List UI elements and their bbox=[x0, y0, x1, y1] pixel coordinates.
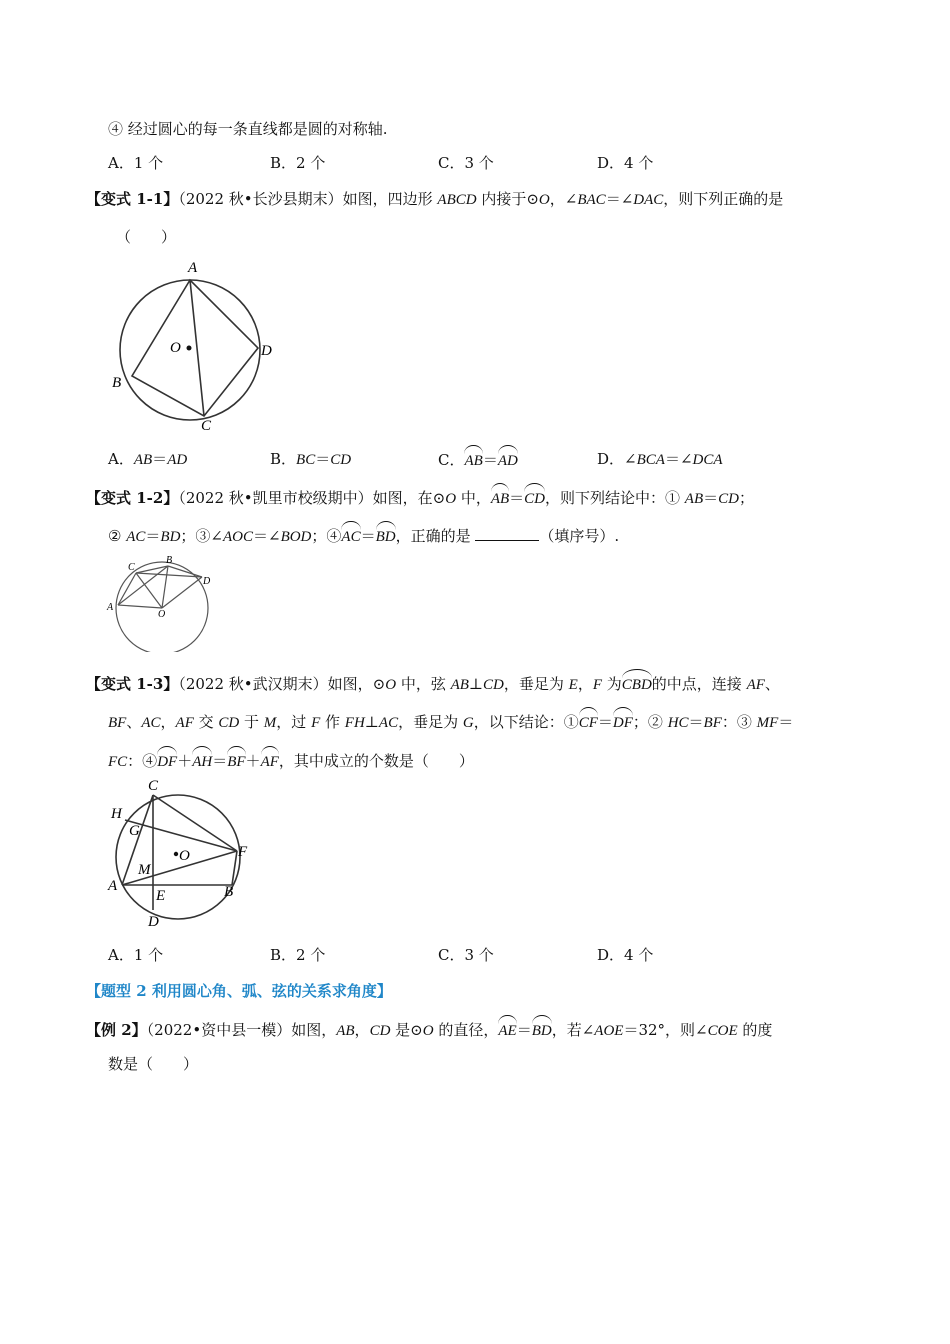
figure-1-3 bbox=[104, 774, 264, 930]
label-c: C bbox=[148, 778, 159, 794]
option-d[interactable]: D．4 个 bbox=[597, 154, 654, 172]
figure-1-1 bbox=[106, 256, 286, 436]
example-2-line2: 数是（ ） bbox=[108, 1055, 199, 1073]
label-o: O bbox=[170, 340, 181, 356]
option-b[interactable]: B．2 个 bbox=[270, 946, 326, 964]
question-1-3: 【变式 1-3】（2022 秋•武汉期末）如图，⊙O 中，弦 AB⊥CD，垂足为 E，F 为CBD的中点，连接 AF、 bbox=[86, 668, 780, 696]
question-1-3-line3: FC：④DF＋AH＝BF＋AF，其中成立的个数是（ ） bbox=[108, 745, 474, 773]
label-f: F bbox=[238, 844, 248, 860]
label-a: A bbox=[108, 878, 118, 894]
option-d[interactable]: D．∠BCA＝∠DCA bbox=[597, 450, 723, 468]
label-g: G bbox=[129, 823, 140, 839]
label-d: D bbox=[203, 576, 211, 587]
label-e: E bbox=[156, 888, 166, 904]
example-2: 【例 2】（2022•资中县一模）如图，AB，CD 是⊙O 的直径，AE＝BD，若∠AOE＝32°，则∠COE 的度 bbox=[86, 1014, 772, 1042]
question-1-2-line2: ② AC＝BD；③∠AOC＝∠BOD；④AC＝BD，正确的是 （填序号）. bbox=[108, 520, 619, 548]
label-a: A bbox=[107, 602, 114, 613]
label-b: B bbox=[112, 375, 122, 391]
label-h: H bbox=[111, 806, 122, 822]
question-1-3-line2: BF、AC，AF 交 CD 于 M，过 F 作 FH⊥AC，垂足为 G，以下结论：①CF＝DF；② HC＝BF：③ MF＝ bbox=[108, 706, 793, 734]
question-source: （2022 秋•长沙县期末） bbox=[178, 190, 343, 208]
option-a[interactable]: A．1 个 bbox=[108, 946, 164, 964]
label-d: D bbox=[148, 914, 159, 930]
figure-1-2 bbox=[104, 552, 224, 652]
question-tag: 【变式 1-3】 bbox=[86, 675, 179, 693]
label-a: A bbox=[188, 260, 198, 276]
label-m: M bbox=[138, 862, 151, 878]
answer-blank[interactable] bbox=[475, 526, 539, 541]
option-b[interactable]: B．BC＝CD bbox=[270, 450, 352, 468]
section-title: 【题型 2 利用圆心角、弧、弦的关系求角度】 bbox=[86, 982, 392, 1000]
option-c[interactable]: C．3 个 bbox=[438, 946, 494, 964]
label-b: B bbox=[224, 884, 234, 900]
question-source: （2022 秋•武汉期末） bbox=[178, 675, 328, 693]
option-a[interactable]: A．1 个 bbox=[108, 154, 164, 172]
label-d: D bbox=[261, 343, 272, 359]
question-tail: （填序号）. bbox=[539, 527, 620, 545]
option-d[interactable]: D．4 个 bbox=[597, 946, 654, 964]
label-o: O bbox=[179, 848, 190, 864]
label-c: C bbox=[201, 418, 212, 434]
question-tag: 【变式 1-2】 bbox=[86, 489, 179, 507]
question-1-1: 【变式 1-1】（2022 秋•长沙县期末）如图，四边形 ABCD 内接于⊙O，∠BAC＝∠DAC，则下列正确的是 bbox=[86, 190, 784, 208]
question-source: （2022•资中县一模） bbox=[146, 1021, 292, 1039]
option-b[interactable]: B．2 个 bbox=[270, 154, 326, 172]
question-1-2: 【变式 1-2】（2022 秋•凯里市校级期中）如图，在⊙O 中，AB＝CD，则下列结论中：① AB＝CD； bbox=[86, 482, 754, 510]
option-a[interactable]: A．AB＝AD bbox=[108, 450, 188, 468]
question-source: （2022 秋•凯里市校级期中） bbox=[178, 489, 373, 507]
question-tag: 【变式 1-1】 bbox=[86, 190, 179, 208]
answer-paren: （ ） bbox=[116, 228, 177, 246]
option-c[interactable]: C．3 个 bbox=[438, 154, 494, 172]
label-b: B bbox=[166, 555, 173, 566]
statement-4: ④ 经过圆心的每一条直线都是圆的对称轴. bbox=[108, 120, 388, 138]
label-c: C bbox=[128, 562, 135, 573]
question-tag: 【例 2】 bbox=[86, 1021, 147, 1039]
label-o: O bbox=[158, 609, 166, 620]
option-c[interactable]: C．AB＝AD bbox=[438, 444, 518, 472]
